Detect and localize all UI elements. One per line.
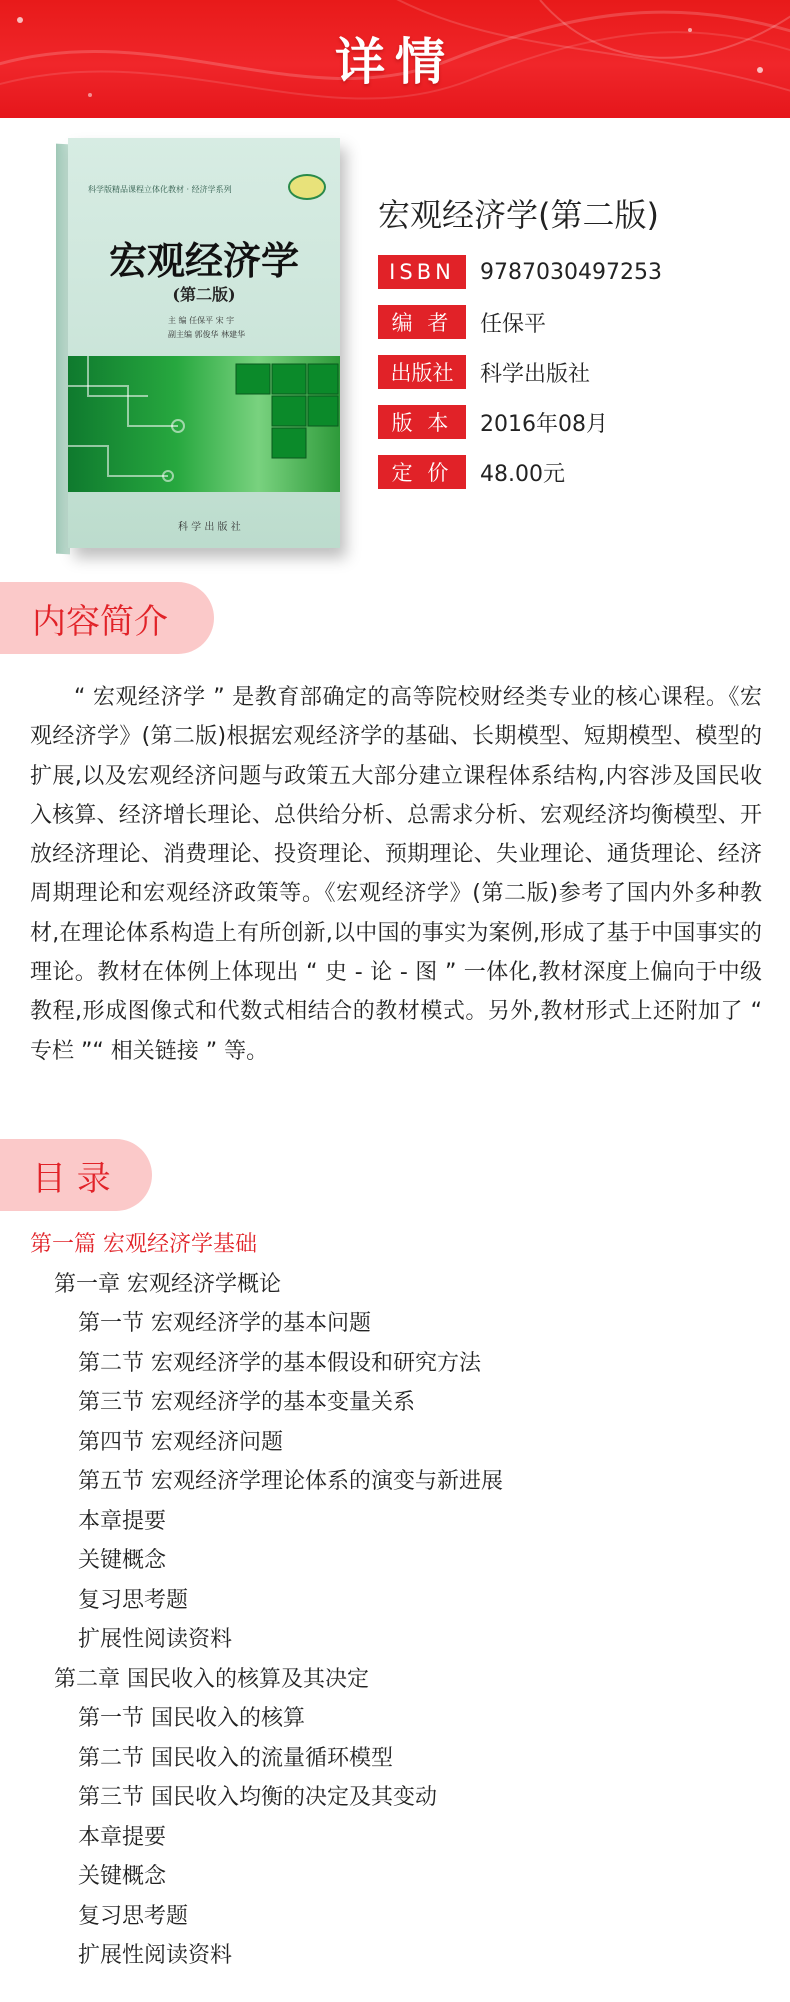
toc-item-section: 第三节 国民收入均衡的决定及其变动 — [78, 1785, 437, 1810]
toc-item-section: 关键概念 — [78, 1864, 167, 1889]
detail-label: 定 价 — [378, 455, 466, 489]
toc-item-section: 扩展性阅读资料 — [78, 1943, 233, 1968]
detail-row-isbn — [378, 254, 778, 290]
detail-value: 科学出版社 — [480, 361, 591, 387]
detail-row-editor — [378, 304, 778, 340]
toc-item-section: 本章提要 — [78, 1824, 167, 1850]
cover-authors — [168, 314, 245, 342]
intro-heading: 内容简介 — [0, 582, 214, 654]
cover-title: 宏观经济学 — [108, 238, 299, 283]
cover-badge-icon — [288, 174, 326, 200]
toc-heading: 目 录 — [0, 1139, 152, 1211]
header-banner — [0, 0, 790, 118]
toc-item-section: 第一节 宏观经济学的基本问题 — [78, 1311, 371, 1336]
toc-item-section: 关键概念 — [78, 1548, 167, 1573]
book-info-section — [0, 118, 790, 578]
toc-item-part: 第一篇 宏观经济学基础 — [30, 1232, 257, 1257]
toc-item-section: 第二节 宏观经济学的基本假设和研究方法 — [78, 1350, 481, 1376]
detail-value: 48.00元 — [480, 461, 565, 487]
detail-value: 任保平 — [480, 311, 547, 337]
cover-edition: (第二版) — [172, 285, 236, 304]
detail-value: 9787030497253 — [480, 259, 662, 285]
cover-publisher: 科 学 出 版 社 — [178, 522, 241, 533]
toc-item-section: 复习思考题 — [78, 1903, 189, 1929]
toc-item-section: 第二节 国民收入的流量循环模型 — [78, 1745, 393, 1771]
toc-item-section: 第三节 宏观经济学的基本变量关系 — [78, 1390, 415, 1415]
cover-circuit-art — [68, 356, 340, 492]
detail-row-edition — [378, 404, 778, 440]
page-title: 详情 — [335, 33, 455, 91]
cover-series: 科学版精品课程立体化教材 · 经济学系列 — [88, 185, 232, 194]
detail-value: 2016年08月 — [480, 411, 608, 437]
book-details — [378, 190, 778, 504]
detail-label: ISBN — [378, 255, 466, 289]
toc-item-section: 本章提要 — [78, 1508, 167, 1534]
book-cover-image — [56, 138, 340, 556]
cover-authors-line: 主 编 任保平 宋 宇 — [168, 316, 235, 325]
toc-item-section: 第五节 宏观经济学理论体系的演变与新进展 — [78, 1469, 503, 1494]
toc-list — [30, 1225, 770, 1976]
intro-text: “ 宏观经济学 ” 是教育部确定的高等院校财经类专业的核心课程。《宏观经济学》(第二版)根据宏观经济学的基础、长期模型、短期模型、模型的扩展,以及宏观经济问题与政策五大部分建立课程体系结构,内容涉及国民收入核算、经济增长理论、总供给分析、总需求分析、宏观经济均衡模型、开放经济理论、消费理论、投资理论、预期理论、失业理论、通货理论、经济周期理论和宏观经济政策等。《宏观经济学》(第二版)参考了国内外多种教材,在理论体系构造上有所创新,以中国的事实为案例,形成了基于中国事实的理论。教材在体例上体现出 “ 史 - 论 - 图 ” 一体化,教材深度上偏向于中级教程,形成图像式和代数式相结合的教材模式。另外,教材形式上还附加了 “ 专栏 ”“ 相关链接 ” 等。 — [30, 685, 762, 1064]
toc-item-chapter: 第二章 国民收入的核算及其决定 — [54, 1666, 369, 1692]
detail-row-price — [378, 454, 778, 490]
toc-item-section: 复习思考题 — [78, 1587, 189, 1613]
toc-item-section: 扩展性阅读资料 — [78, 1627, 233, 1652]
toc-item-section: 第四节 宏观经济问题 — [78, 1429, 283, 1455]
cover-authors-line: 副主编 郭俊华 林建华 — [168, 330, 246, 339]
book-cover — [68, 138, 340, 548]
detail-label: 编 者 — [378, 305, 466, 339]
detail-label: 版 本 — [378, 405, 466, 439]
detail-row-publisher — [378, 354, 778, 390]
cover-artwork — [68, 356, 340, 492]
toc-item-section: 第一节 国民收入的核算 — [78, 1706, 305, 1731]
detail-label: 出版社 — [378, 355, 466, 389]
book-title: 宏观经济学(第二版) — [378, 196, 659, 234]
toc-item-chapter: 第一章 宏观经济学概论 — [54, 1271, 281, 1297]
